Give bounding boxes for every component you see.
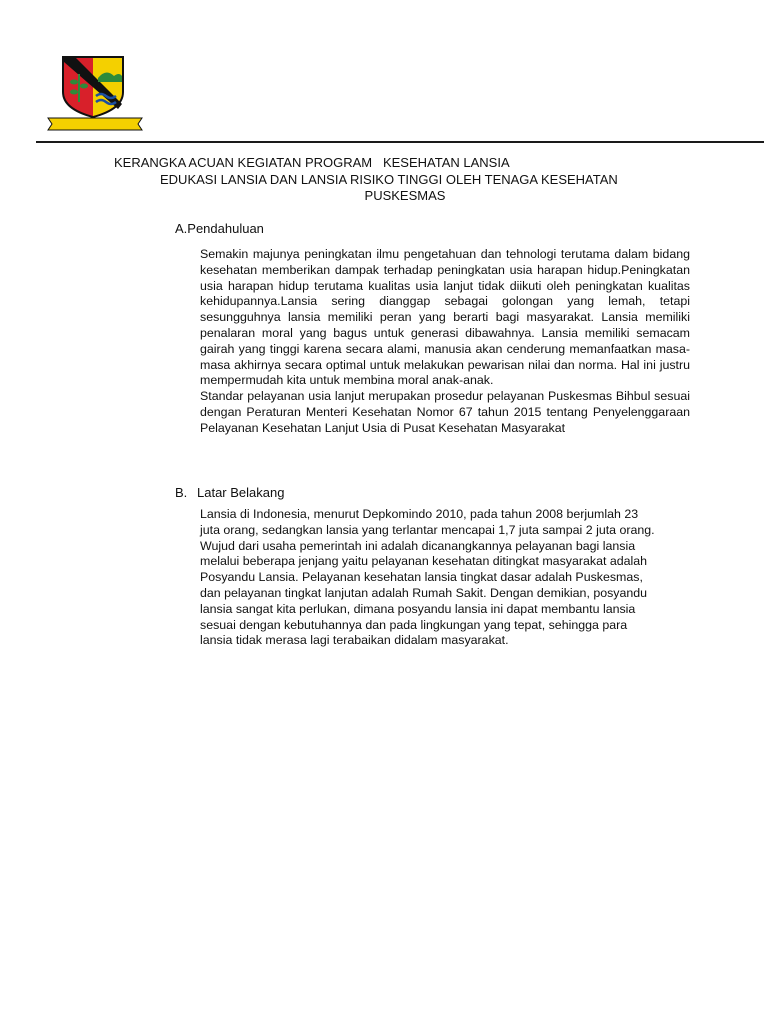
- title-line-3: PUSKESMAS: [364, 188, 446, 203]
- section-a-paragraph-2: Standar pelayanan usia lanjut merupakan prosedur pelayanan Puskesmas Bihbul sesuai dengan Peraturan Menteri Kesehatan Nomor 67 tahun 2015 tentang Penyelenggaraan Pelayanan Kesehatan Lanjut Usia di Pusat Kesehatan Masyarakat: [200, 389, 690, 435]
- section-a-paragraph-1: Semakin majunya peningkatan ilmu pengetahuan dan tehnologi terutama dalam bidang kesehatan memberikan dampak terhadap peningkatan usia harapan hidup.Peningkatan usia harapan hidup terutama kualitas usia lanjut tidak diikuti oleh peningkatan kualitas kehidupannya.Lansia sering dianggap sebagai golongan yang lemah, tetapi sesungguhnya lansia memiliki peran yang berarti bagi masyarakat. Lansia memiliki penalaran moral yang bagus untuk generasi dibawahnya. Lansia memiliki semacam gairah yang tinggi karena secara alami, manusia akan cenderung memanfaatkan masa-masa akhirnya secara optimal untuk melakukan pewarisan nilai dan norma. Hal ini justru mempermudah kita untuk membina moral anak-anak.: [200, 247, 690, 388]
- section-b-heading: [175, 485, 284, 501]
- title-line-2: EDUKASI LANSIA DAN LANSIA RISIKO TINGGI OLEH TENAGA KESEHATAN: [160, 172, 618, 187]
- section-a-heading: A.Pendahuluan: [175, 221, 264, 236]
- regency-emblem-logo: [46, 52, 144, 132]
- section-b-title: Latar Belakang: [197, 485, 285, 500]
- section-b-paragraph: Lansia di Indonesia, menurut Depkomindo 2010, pada tahun 2008 berjumlah 23 juta orang, sedangkan lansia yang terlantar mencapai 1,7 juta sampai 2 juta orang. Wujud dari usaha pemerintah ini adalah dicanangkannya pelayanan bagi lansia melalui beberapa jenjang yaitu pelayanan kesehatan ditingkat masyarakat adalah Posyandu Lansia. Pelayanan kesehatan lansia tingkat dasar adalah Puskesmas, dan pelayanan tingkat lanjutan adalah Rumah Sakit. Dengan demikian, posyandu lansia sangat kita perlukan, dimana posyandu lansia ini dapat membantu lansia sesuai dengan kebutuhannya dan pada lingkungan yang tepat, sehingga para lansia tidak merasa lagi terabaikan didalam masyarakat.: [200, 507, 655, 648]
- regency-emblem-icon: [46, 52, 144, 132]
- header-divider: [36, 141, 764, 143]
- section-a-body: [200, 247, 690, 437]
- title-line-1: KERANGKA ACUAN KEGIATAN PROGRAM KESEHATAN LANSIA: [114, 155, 510, 170]
- section-b-number: B.: [175, 485, 188, 500]
- section-b-body: [200, 507, 660, 649]
